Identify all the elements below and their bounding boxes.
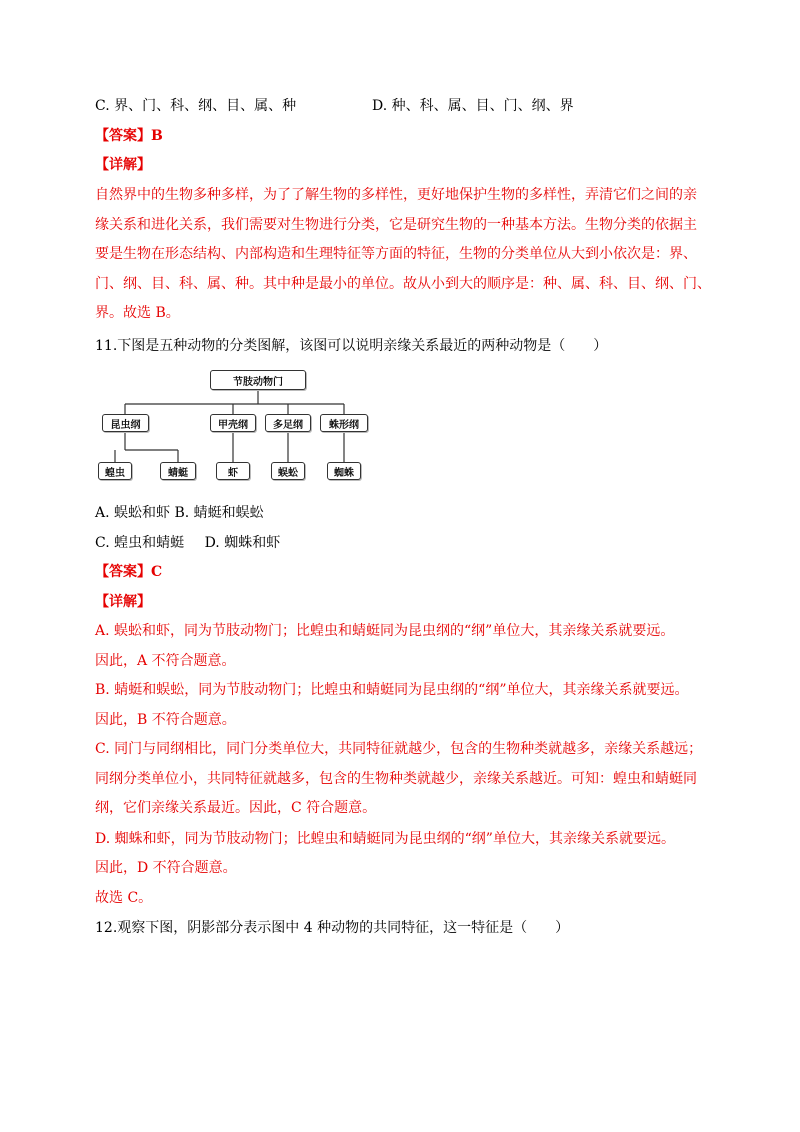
explanation-line: D. 蜘蛛和虾，同为节肢动物门；比蝗虫和蜻蜓同为昆虫纲的“纲”单位大，其亲缘关系就要远。: [95, 831, 675, 847]
option-c-text: C. 界、门、科、纲、目、属、种: [95, 98, 297, 114]
explanation-line: 纲，它们亲缘关系最近。因此，C 符合题意。: [95, 800, 377, 816]
option-c: C. 蝗虫和蜻蜓: [95, 535, 185, 551]
node-animal-centipede: 蜈蚣: [271, 462, 305, 480]
node-animal-dragonfly: 蜻蜓: [160, 462, 196, 480]
explanation-line: 界。故选 B。: [95, 305, 180, 321]
option-d: [372, 96, 574, 116]
options-cd: [95, 533, 280, 553]
explanation-line: 因此，D 不符合题意。: [95, 860, 237, 876]
explanation-line: 门、纲、目、科、属、种。其中种是最小的单位。故从小到大的顺序是：种、属、科、目、纲、门、: [95, 276, 711, 292]
option-b: B. 蜻蜓和蜈蚣: [174, 505, 264, 521]
explanation-line: A. 蜈蚣和虾，同为节肢动物门；比蝗虫和蜻蜓同为昆虫纲的“纲”单位大，其亲缘关系就要远。: [95, 623, 675, 639]
explanation-line: 同纲分类单位小，共同特征就越多，包含的生物种类就越少，亲缘关系越近。可知：蝗虫和蜻蜓同: [95, 771, 697, 787]
option-d-text: D. 种、科、属、目、门、纲、界: [372, 98, 574, 114]
node-class-crustacea: 甲壳纲: [210, 414, 256, 432]
explanation-line: B. 蜻蜓和蜈蚣，同为节肢动物门；比蝗虫和蜻蜓同为昆虫纲的“纲”单位大，其亲缘关系就要远。: [95, 682, 689, 698]
explanation-line: 故选 C。: [95, 890, 153, 906]
node-class-insecta: 昆虫纲: [102, 414, 149, 432]
detail-heading: 【详解】: [95, 157, 151, 173]
explanation-line: 因此，B 不符合题意。: [95, 712, 236, 728]
explanation-line: 因此，A 不符合题意。: [95, 653, 236, 669]
answer-label: 【答案】C: [95, 564, 163, 580]
detail-heading: 【详解】: [95, 594, 151, 610]
node-animal-spider: 蜘蛛: [327, 462, 361, 480]
options-ab: [95, 503, 264, 523]
explanation-line: 要是生物在形态结构、内部构造和生理特征等方面的特征，生物的分类单位从大到小依次是：界、: [95, 246, 697, 262]
explanation-line: 自然界中的生物多种多样，为了了解生物的多样性，更好地保护生物的多样性，弄清它们之间的亲: [95, 187, 697, 203]
explanation-line: C. 同门与同纲相比，同门分类单位大，共同特征就越少，包含的生物种类就越多，亲缘关系越远；: [95, 741, 703, 757]
explanation-line: 缘关系和进化关系，我们需要对生物进行分类，它是研究生物的一种基本方法。生物分类的依据主: [95, 217, 697, 233]
node-class-myriapoda: 多足纲: [265, 414, 311, 432]
node-class-arachnida: 蛛形纲: [320, 414, 368, 432]
node-animal-shrimp: 虾: [216, 462, 250, 480]
node-phylum: 节肢动物门: [210, 370, 306, 390]
answer-label: 【答案】B: [95, 128, 163, 144]
option-c: [95, 96, 296, 116]
option-a: A. 蜈蚣和虾: [95, 505, 171, 521]
node-animal-locust: 蝗虫: [98, 462, 132, 480]
option-d: D. 蜘蛛和虾: [204, 535, 281, 551]
question-11-stem: 11.下图是五种动物的分类图解，该图可以说明亲缘关系最近的两种动物是（ ）: [95, 338, 608, 354]
question-12-stem: 12.观察下图，阴影部分表示图中 4 种动物的共同特征，这一特征是（ ）: [95, 920, 570, 936]
classification-diagram: [98, 366, 374, 484]
